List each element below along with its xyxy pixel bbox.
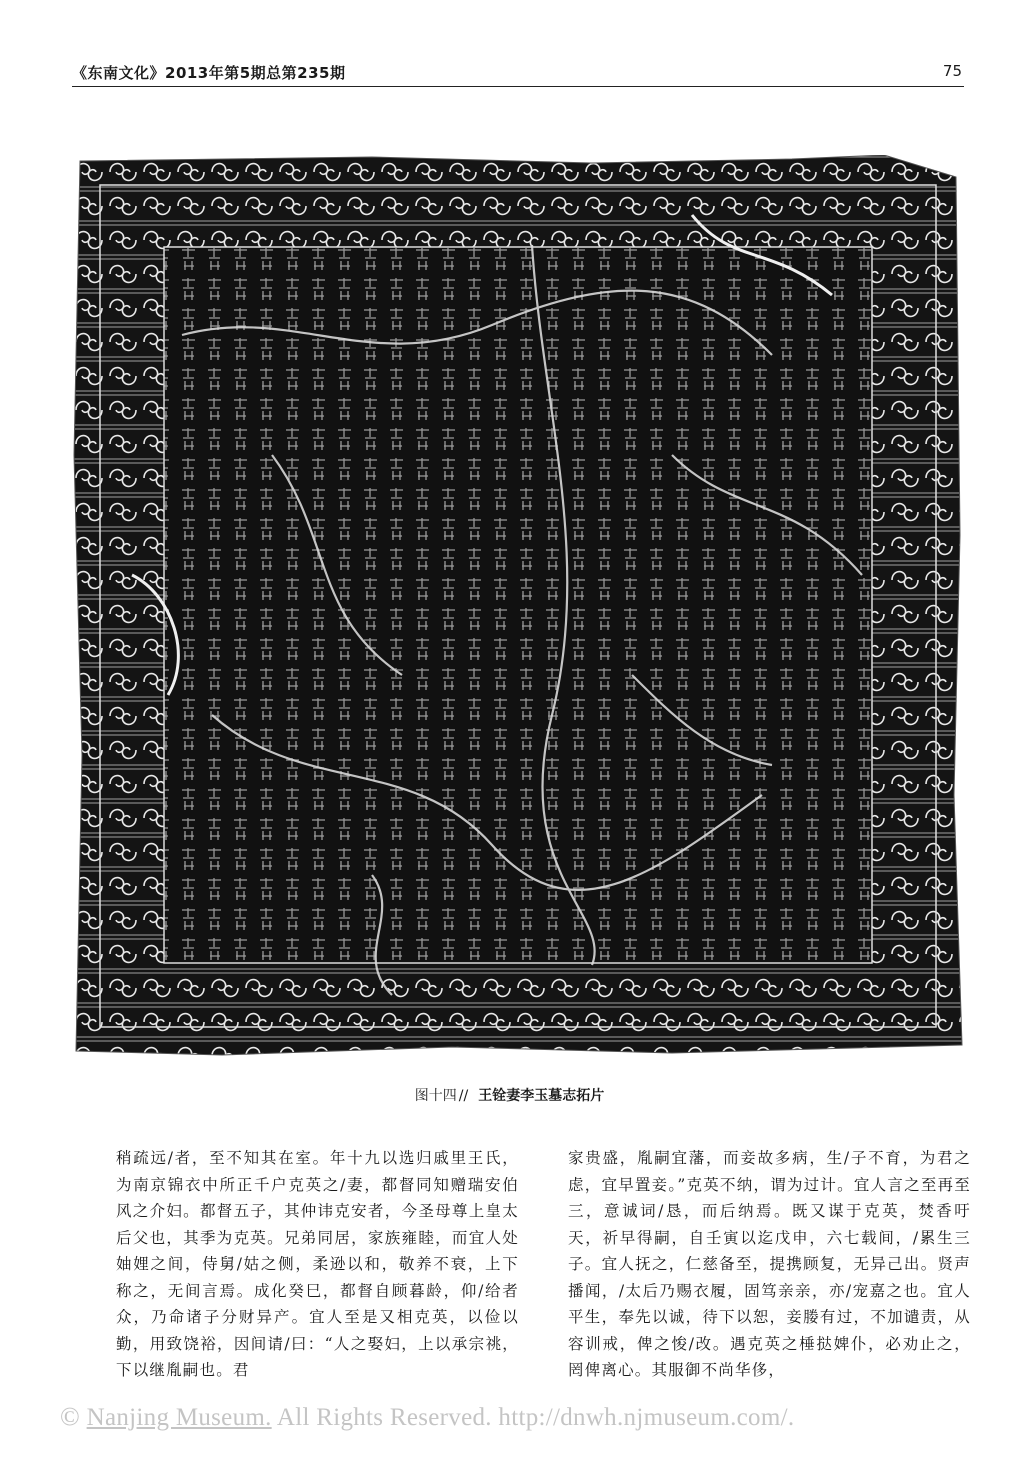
journal-title: 《东南文化》2013年第5期总第235期 <box>72 64 346 82</box>
rubbing-image <box>72 155 964 1060</box>
copyright-symbol: © <box>60 1402 81 1431</box>
watermark-org: Nanjing Museum. <box>86 1404 272 1431</box>
copyright-watermark <box>60 1402 794 1432</box>
left-column-text: 稍疏远/者，至不知其在室。年十九以选归戚里王氏，为南京锦衣中所正千户克英之/妻，都督同知赠瑞安伯风之介妇。都督五子，其仲讳克安者，今圣母尊上皇太后父也，其季为克英。兄弟同居，家族雍睦，而宜人处妯娌之间，侍舅/姑之侧，柔逊以和，敬养不衰，上下称之，无间言焉。成化癸巳，都督自顾暮龄，仰/给者众，乃命诸子分财异产。宜人至是又相克英，以俭以勤，用致饶裕，因间请/曰：“人之娶妇，上以承宗祧，下以继胤嗣也。君 <box>116 1149 519 1379</box>
caption-title: 王铨妻李玉墓志拓片 <box>478 1088 605 1104</box>
caption-separator: // <box>458 1088 469 1104</box>
running-header <box>72 56 964 87</box>
page-number: 75 <box>942 62 962 80</box>
figure-caption <box>0 1085 1019 1105</box>
watermark-rest: All Rights Reserved. http://dnwh.njmuseum.com/. <box>271 1404 795 1431</box>
caption-number: 图十四 <box>414 1088 457 1104</box>
right-column-text: 家贵盛，胤嗣宜藩，而妾故多病，生/子不育，为君之虑，宜早置妾。”克英不纳，谓为过计。宜人言之至再至三，意诚词/恳，而后纳焉。既又谋于克英，焚香吁天，祈早得嗣，自壬寅以迄戊申，六七载间，/累生三子。宜人抚之，仁慈备至，提携顾复，无异己出。贤声播闻，/太后乃赐衣履，固笃亲亲，亦/宠嘉之也。宜人平生，奉先以诚，待下以恕，妾媵有过，不加谴责，从容训戒，俾之悛/改。遇克英之棰挞婢仆，必劝止之，罔俾离心。其服御不尚华侈， <box>568 1149 971 1379</box>
body-column-right <box>568 1145 971 1384</box>
body-column-left <box>116 1145 519 1384</box>
